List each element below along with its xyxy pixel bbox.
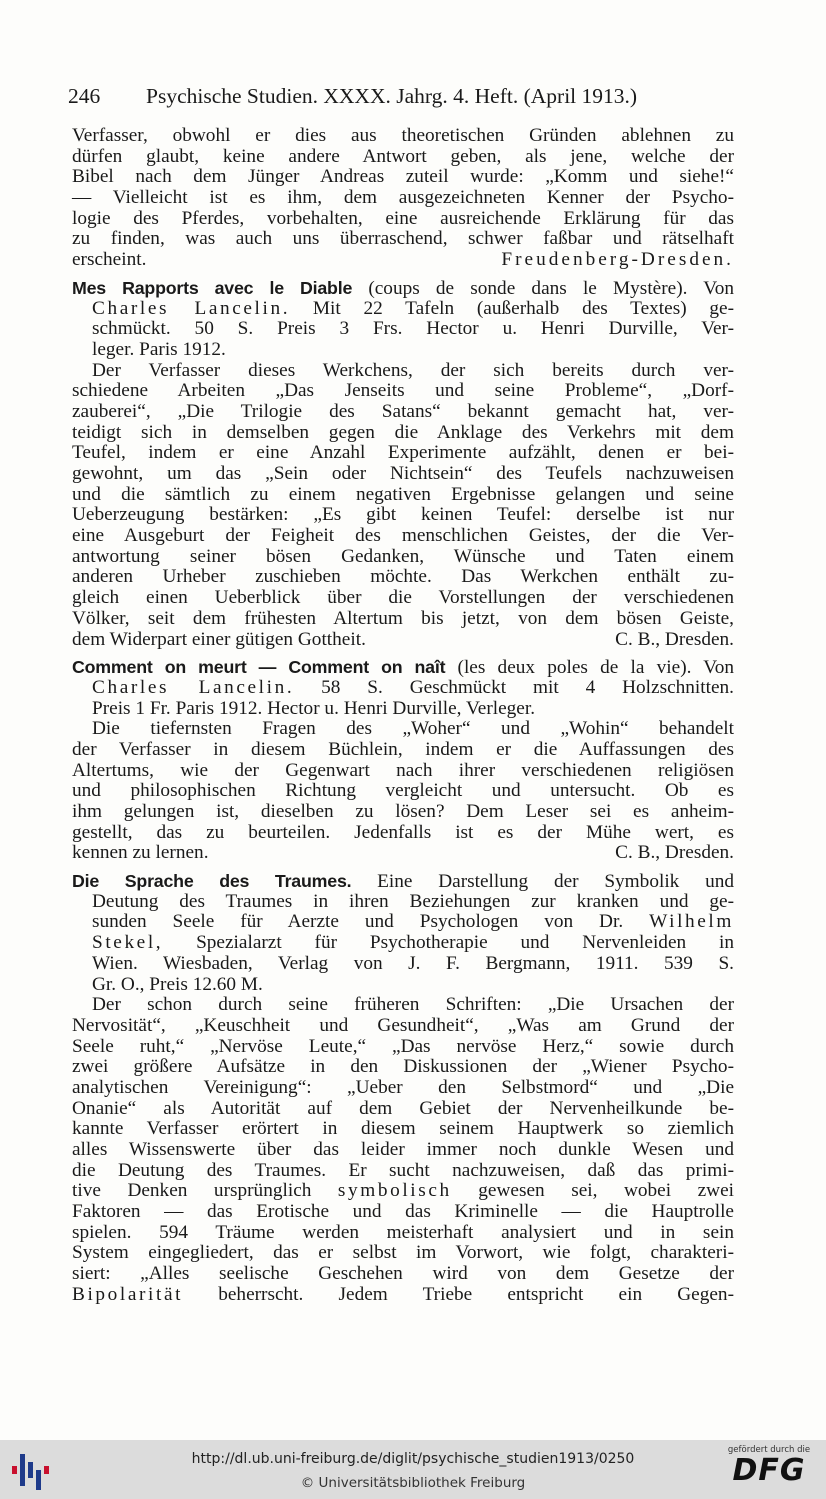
text-line: [72, 1119, 734, 1140]
text-segment: Preis 1 Fr. Paris 1912. Hector u. Henri Durville, Verleger.: [92, 697, 536, 719]
reviewer-signature: C. B., Dresden.: [615, 628, 734, 650]
text-line: [72, 299, 734, 320]
document-url-link[interactable]: http://dl.ub.uni-freiburg.de/diglit/psychische_studien1913/0250: [191, 1451, 635, 1467]
text-segment: Gr. O., Preis 12.60 M.: [92, 973, 263, 995]
book-title: Comment on meurt — Comment on naît: [72, 657, 446, 678]
text-segment: eine Ausgeburt der Feigheit des menschlichen Geistes, der die Ver-: [72, 525, 734, 547]
text-line: [72, 319, 734, 340]
text-segment: (les deux poles de la vie). Von: [445, 657, 734, 679]
text-segment: anderen Urheber zuschieben möchte. Das Werkchen enthält zu-: [72, 566, 734, 588]
text-line: [72, 1285, 734, 1306]
text-line: [72, 1140, 734, 1161]
text-line: [72, 871, 734, 892]
text-line: [72, 933, 734, 954]
paragraph-gap: [72, 271, 734, 278]
text-segment: beherrscht. Jedem Triebe entspricht ein Gegen-: [183, 1283, 734, 1305]
text-line: [72, 167, 734, 188]
reviewer-signature: Freudenberg-Dresden.: [501, 249, 734, 271]
text-segment: Verfasser, obwohl er dies aus theoretischen Gründen ablehnen zu: [72, 125, 734, 146]
text-segment: Altertums, wie der Gegenwart nach ihrer verschiedenen religiösen: [72, 759, 734, 781]
paragraph-gap: [72, 864, 734, 871]
text-line: [72, 630, 734, 651]
text-segment: Faktoren — das Erotische und das Kriminelle — die Hauptrolle: [72, 1201, 734, 1223]
text-line: [72, 912, 734, 933]
text-line: [72, 567, 734, 588]
text-line: [72, 526, 734, 547]
dfg-sponsor-logo: [724, 1445, 814, 1487]
text-segment: — Vielleicht ist es ihm, dem ausgezeichneten Kenner der Psycho-: [72, 187, 734, 209]
text-line: [72, 547, 734, 568]
text-segment: zauberei“, „Die Trilogie des Satans“ bekannt gemacht hat, ver-: [72, 400, 734, 422]
text-line: [72, 147, 734, 168]
paragraph-gap: [72, 650, 734, 657]
text-segment: ihm gelungen ist, dieselben zu lösen? Dem Leser sei es anheim-: [72, 801, 734, 822]
text-line: [72, 699, 734, 720]
text-segment: teidigt sich in demselben gegen die Anklage des Verkehrs mit dem: [72, 421, 734, 443]
spaced-name: Bipolarität: [72, 1283, 184, 1305]
text-segment: tive Denken ursprünglich: [72, 1180, 338, 1202]
text-segment: Völker, seit dem frühesten Altertum bis jetzt, von dem bösen Geiste,: [72, 607, 734, 629]
text-segment: alles Wissenswerte über das leider immer noch dunkle Wesen und: [72, 1139, 734, 1160]
viewer-footer-bar: [0, 1440, 826, 1499]
text-segment: Der schon durch seine früheren Schriften: „Die Ursachen der: [92, 994, 734, 1016]
page-number: 246: [68, 84, 101, 108]
book-title: Die Sprache des Traumes.: [72, 871, 352, 892]
text-segment: Deutung des Traumes in ihren Beziehungen zur kranken und ge-: [92, 890, 734, 912]
text-segment: spielen. 594 Träume werden meisterhaft analysiert und in sein: [72, 1221, 734, 1243]
text-segment: 58 S. Geschmückt mit 4 Holzschnitten.: [294, 676, 735, 698]
text-segment: kennen zu lernen.: [72, 842, 209, 864]
text-line: [72, 278, 734, 299]
text-line: [72, 361, 734, 382]
text-line: [72, 781, 734, 802]
text-segment: dürfen glaubt, keine andere Antwort geben, als jene, welche der: [72, 145, 734, 167]
text-line: [72, 761, 734, 782]
text-line: [72, 1223, 734, 1244]
text-line: [72, 1181, 734, 1202]
text-line: [72, 126, 734, 147]
text-line: [72, 719, 734, 740]
text-segment: Bibel nach dem Jünger Andreas zuteil wurde: „Komm und siehe!“: [72, 166, 734, 188]
text-line: [72, 340, 734, 361]
text-segment: gewohnt, um das „Sein oder Nichtsein“ des Teufels nachzuweisen: [72, 463, 734, 484]
text-segment: System eingegliedert, das er selbst im Vorwort, wie folgt, charakteri-: [72, 1242, 734, 1264]
text-line: [72, 678, 734, 699]
text-line: [72, 250, 734, 271]
text-line: [72, 443, 734, 464]
text-line: [72, 229, 734, 250]
text-line: [72, 1099, 734, 1120]
spaced-name: symbolisch: [337, 1180, 452, 1202]
text-segment: und philosophischen Richtung vergleicht und untersucht. Ob es: [72, 780, 734, 802]
text-line: [72, 1016, 734, 1037]
text-segment: zu finden, was auch uns überraschend, schwer faßbar und rätselhaft: [72, 228, 734, 250]
text-segment: Ueberzeugung bestärken: „Es gibt keinen Teufel: derselbe ist nur: [72, 504, 734, 526]
text-segment: antwortung seiner bösen Gedanken, Wünsche und Taten einem: [72, 545, 734, 567]
text-line: [72, 1243, 734, 1264]
text-line: [72, 1078, 734, 1099]
text-segment: Seele ruht,“ „Nervöse Leute,“ „Das nervöse Herz,“ sowie durch: [72, 1035, 734, 1057]
text-line: [72, 823, 734, 844]
spaced-name: Charles Lancelin.: [92, 297, 291, 319]
text-segment: Die tiefernsten Fragen des „Woher“ und „Wohin“ behandelt: [92, 718, 734, 740]
text-line: [72, 843, 734, 864]
text-segment: Spezialarzt für Psychotherapie und Nervenleiden in: [163, 932, 734, 954]
text-segment: gewesen sei, wobei zwei: [451, 1180, 735, 1202]
text-segment: gestellt, das zu beurteilen. Jedenfalls ist es der Mühe wert, es: [72, 821, 734, 843]
text-segment: die Deutung des Traumes. Er sucht nachzuweisen, daß das primi-: [72, 1159, 734, 1181]
sponsor-caption: gefördert durch die: [727, 1445, 811, 1455]
text-segment: logie des Pferdes, vorbehalten, eine ausreichende Erklärung für das: [72, 207, 734, 229]
text-segment: gleich einen Ueberblick über die Vorstellungen der verschiedenen: [72, 587, 734, 609]
text-segment: siert: „Alles seelische Geschehen wird von dem Gesetze der: [72, 1263, 734, 1285]
text-segment: (coups de sonde dans le Mystère). Von: [352, 277, 734, 299]
text-line: [72, 188, 734, 209]
text-segment: und die sämtlich zu einem negativen Ergebnisse gelangen und seine: [72, 483, 734, 505]
text-segment: kannte Verfasser erörtert in diesem seinem Hauptwerk so ziemlich: [72, 1118, 734, 1140]
text-segment: zwei größere Aufsätze in den Diskussionen der „Wiener Psycho-: [72, 1056, 734, 1078]
copyright-notice: © Universitätsbibliothek Freiburg: [300, 1475, 526, 1491]
text-line: [72, 657, 734, 678]
running-title: Psychische Studien. XXXX. Jahrg. 4. Heft. (April 1913.): [146, 84, 638, 108]
text-line: [72, 464, 734, 485]
text-line: [72, 1202, 734, 1223]
page-body-text: [72, 126, 734, 1306]
text-line: [72, 1161, 734, 1182]
text-segment: der Verfasser in diesem Büchlein, indem er die Auffassungen des: [72, 738, 734, 760]
text-line: [72, 1037, 734, 1058]
book-title: Mes Rapports avec le Diable: [72, 277, 353, 298]
text-line: [72, 975, 734, 996]
text-line: [72, 802, 734, 823]
text-segment: sunden Seele für Aerzte und Psychologen von Dr.: [92, 911, 650, 933]
text-segment: Teufel, indem er eine Anzahl Experimente aufzählt, denen er bei-: [72, 442, 734, 464]
spaced-name: Wilhelm: [649, 911, 734, 933]
text-segment: leger. Paris 1912.: [92, 338, 226, 360]
text-segment: Eine Darstellung der Symbolik und: [351, 871, 734, 893]
text-segment: schiedene Arbeiten „Das Jenseits und seine Probleme“, „Dorf-: [72, 380, 734, 402]
text-line: [72, 423, 734, 444]
text-line: [72, 381, 734, 402]
spaced-name: Stekel,: [92, 932, 164, 954]
text-segment: erscheint.: [72, 249, 147, 271]
text-segment: Onanie“ als Autorität auf dem Gebiet der Nervenheilkunde be-: [72, 1097, 734, 1119]
text-segment: Nervosität“, „Keuschheit und Gesundheit“, „Was am Grund der: [72, 1014, 734, 1036]
text-line: [72, 402, 734, 423]
spaced-name: Charles Lancelin.: [92, 676, 295, 698]
text-line: [72, 1057, 734, 1078]
text-line: [72, 892, 734, 913]
text-segment: Der Verfasser dieses Werkchens, der sich bereits durch ver-: [92, 359, 734, 381]
text-segment: Wien. Wiesbaden, Verlag von J. F. Bergmann, 1911. 539 S.: [92, 952, 734, 974]
text-line: [72, 485, 734, 506]
text-line: [72, 1264, 734, 1285]
text-segment: Mit 22 Tafeln (außerhalb des Textes) ge-: [290, 297, 735, 319]
text-segment: schmückt. 50 S. Preis 3 Frs. Hector u. Henri Durville, Ver-: [92, 318, 734, 340]
text-line: [72, 209, 734, 230]
text-line: [72, 588, 734, 609]
text-line: [72, 740, 734, 761]
text-line: [72, 609, 734, 630]
text-line: [72, 995, 734, 1016]
text-segment: dem Widerpart einer gütigen Gottheit.: [72, 628, 366, 650]
dfg-logo-mark: DFG: [732, 1453, 806, 1488]
text-line: [72, 505, 734, 526]
text-segment: analytischen Vereinigung“: „Ueber den Selbstmord“ und „Die: [72, 1076, 734, 1098]
text-line: [72, 954, 734, 975]
reviewer-signature: C. B., Dresden.: [615, 842, 734, 864]
